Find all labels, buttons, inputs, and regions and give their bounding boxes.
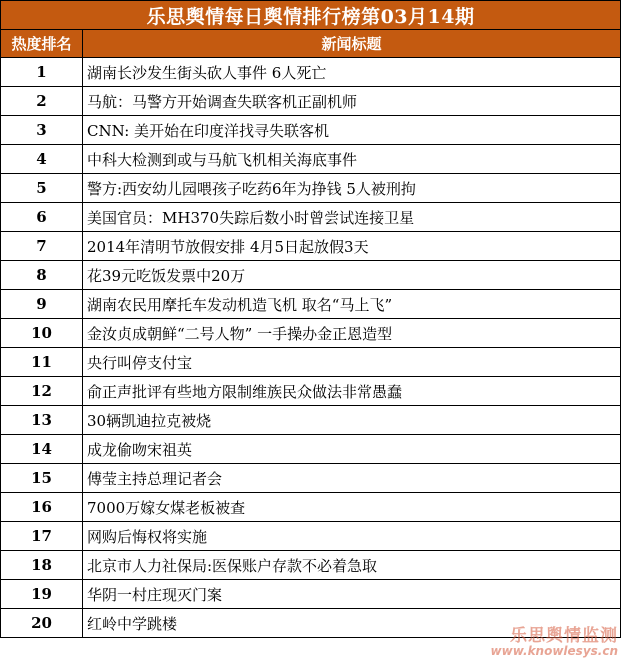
header-row	[1, 30, 621, 58]
rank-cell: 8	[1, 261, 83, 290]
headline-cell: 北京市人力社保局:医保账户存款不必着急取	[83, 551, 621, 580]
table-row	[1, 203, 621, 232]
headline-cell: 2014年清明节放假安排 4月5日起放假3天	[83, 232, 621, 261]
headline-cell: 成龙偷吻宋祖英	[83, 435, 621, 464]
watermark-name: 乐思舆情监测	[510, 625, 618, 646]
table-row	[1, 435, 621, 464]
headline-cell: 湖南农民用摩托车发动机造飞机 取名“马上飞”	[83, 290, 621, 319]
headline-cell: 30辆凯迪拉克被烧	[83, 406, 621, 435]
table-row	[1, 551, 621, 580]
rank-cell: 9	[1, 290, 83, 319]
headline-cell: CNN: 美开始在印度洋找寻失联客机	[83, 116, 621, 145]
rank-cell: 7	[1, 232, 83, 261]
table-row	[1, 522, 621, 551]
headline-cell: 警方:西安幼儿园喂孩子吃药6年为挣钱 5人被刑拘	[83, 174, 621, 203]
rank-cell: 19	[1, 580, 83, 609]
headline-cell: 俞正声批评有些地方限制维族民众做法非常愚蠢	[83, 377, 621, 406]
headline-cell: 央行叫停支付宝	[83, 348, 621, 377]
table-row	[1, 232, 621, 261]
table-row	[1, 290, 621, 319]
headline-cell: 网购后悔权将实施	[83, 522, 621, 551]
table-row	[1, 377, 621, 406]
rank-cell: 5	[1, 174, 83, 203]
headline-cell: 湖南长沙发生街头砍人事件 6人死亡	[83, 58, 621, 87]
table-row	[1, 580, 621, 609]
rank-cell: 4	[1, 145, 83, 174]
headline-cell: 中科大检测到或与马航飞机相关海底事件	[83, 145, 621, 174]
ranking-body	[1, 1, 621, 638]
table-row	[1, 319, 621, 348]
table-row	[1, 348, 621, 377]
table-row	[1, 174, 621, 203]
headline-cell: 美国官员：MH370失踪后数小时曾尝试连接卫星	[83, 203, 621, 232]
rank-cell: 10	[1, 319, 83, 348]
rank-cell: 12	[1, 377, 83, 406]
headline-cell: 红岭中学跳楼	[83, 609, 621, 638]
table-row	[1, 464, 621, 493]
rank-cell: 18	[1, 551, 83, 580]
title-row	[1, 1, 621, 30]
rank-cell: 16	[1, 493, 83, 522]
headline-cell: 华阴一村庄现灭门案	[83, 580, 621, 609]
rank-cell: 1	[1, 58, 83, 87]
rank-cell: 15	[1, 464, 83, 493]
table-row	[1, 87, 621, 116]
headline-cell: 7000万嫁女煤老板被查	[83, 493, 621, 522]
table-row	[1, 406, 621, 435]
page-title: 乐思舆情每日舆情排行榜第03月14期	[1, 1, 621, 30]
headline-cell: 马航：马警方开始调查失联客机正副机师	[83, 87, 621, 116]
rank-cell: 11	[1, 348, 83, 377]
table-row	[1, 261, 621, 290]
headline-cell: 金汝贞成朝鲜“二号人物” 一手操办金正恩造型	[83, 319, 621, 348]
headline-cell: 花39元吃饭发票中20万	[83, 261, 621, 290]
column-header-rank: 热度排名	[1, 30, 83, 58]
rank-cell: 20	[1, 609, 83, 638]
rank-cell: 13	[1, 406, 83, 435]
rank-cell: 14	[1, 435, 83, 464]
rank-cell: 6	[1, 203, 83, 232]
watermark-url: www.knowlesys.cn	[490, 644, 618, 659]
rank-cell: 3	[1, 116, 83, 145]
rank-cell: 17	[1, 522, 83, 551]
headline-cell: 傅莹主持总理记者会	[83, 464, 621, 493]
table-row	[1, 116, 621, 145]
column-header-headline: 新闻标题	[83, 30, 621, 58]
table-row	[1, 145, 621, 174]
rank-cell: 2	[1, 87, 83, 116]
table-row	[1, 58, 621, 87]
table-row	[1, 609, 621, 638]
table-row	[1, 493, 621, 522]
